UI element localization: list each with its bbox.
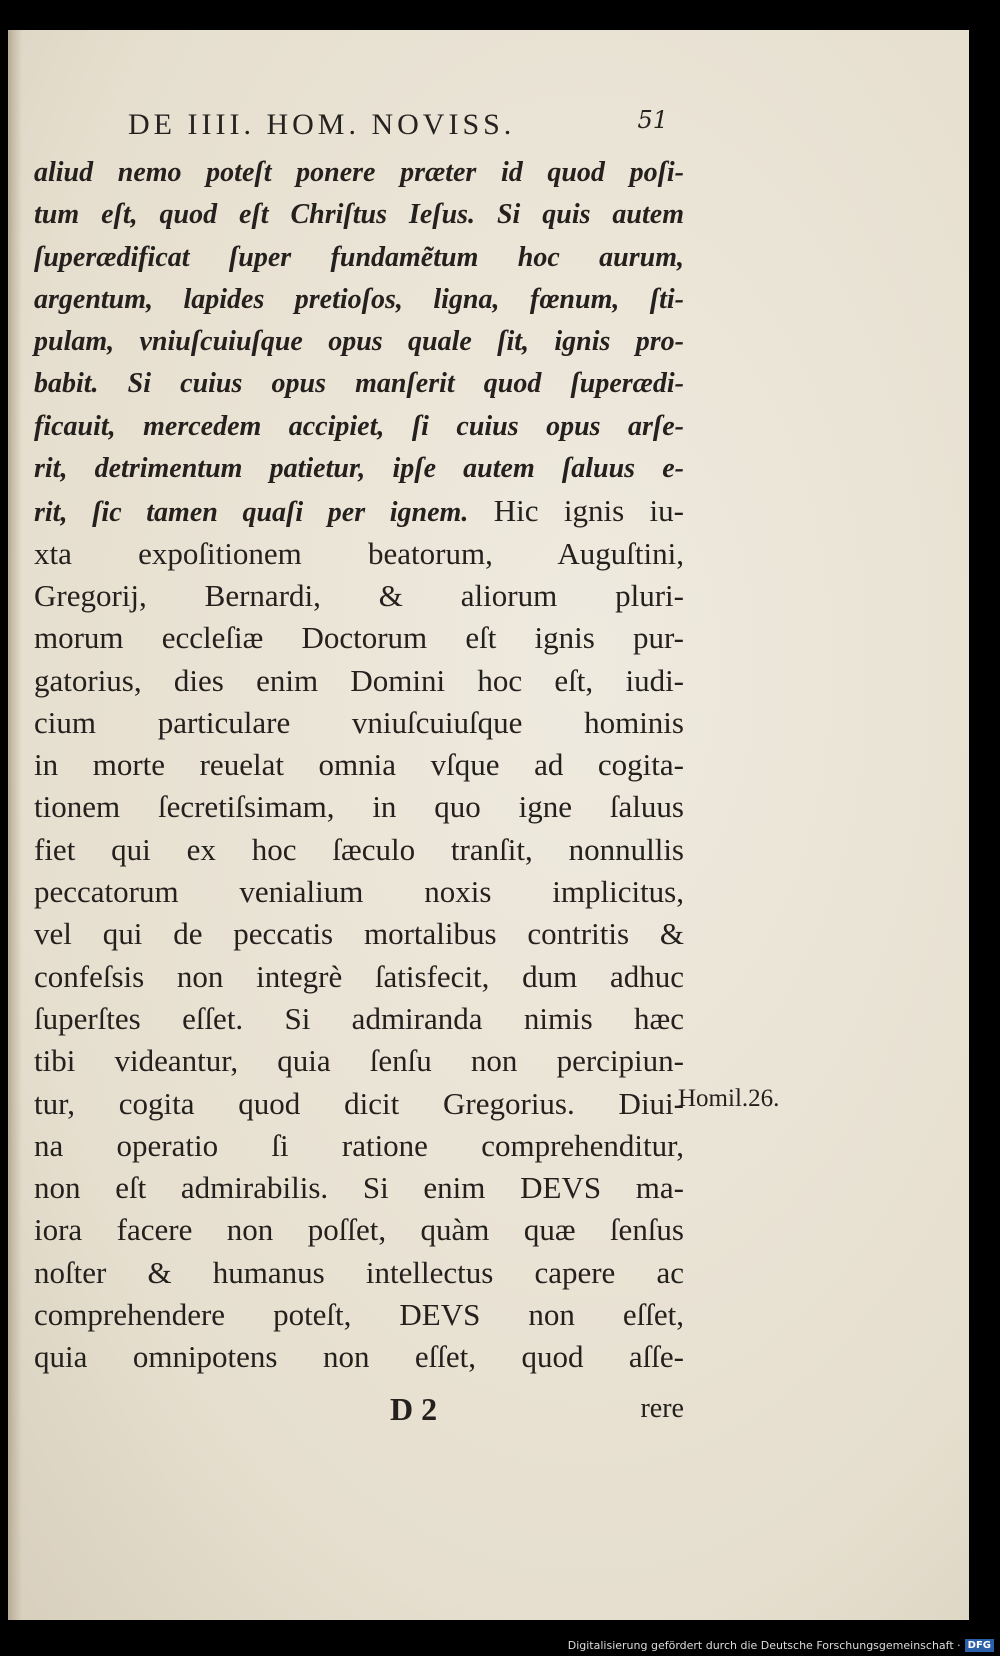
text-line: vel qui de peccatis mortalibus contritis & <box>34 916 684 952</box>
text-line: tibi videantur, quia ſenſu non percipiun- <box>34 1043 684 1079</box>
running-title: DE IIII. HOM. NOVISS. <box>128 108 516 141</box>
text-line: ſuperædificat ſuper fundamẽtum hoc aurum, <box>34 241 684 273</box>
text-line: confeſsis non integrè ſatisfecit, dum adhuc <box>34 958 684 994</box>
page-number: 51 <box>637 106 668 134</box>
text-line: comprehendere poteſt, DEVS non eſſet, <box>34 1297 684 1333</box>
text-line: Gregorij, Bernardi, & aliorum pluri- <box>34 577 684 613</box>
text-line: noſter & humanus intellectus capere ac <box>34 1254 684 1290</box>
italic-segment: rit, ſic tamen quaſi per ignem. <box>34 497 469 529</box>
margin-note: Homil.26. <box>678 1085 780 1112</box>
text-line: argentum, lapides pretioſos, ligna, fœnum, ſti- <box>34 283 684 315</box>
text-line: na operatio ſi ratione comprehenditur, <box>34 1127 684 1163</box>
credit-text: Digitalisierung gefördert durch die Deutsche Forschungsgemeinschaft · <box>567 1639 961 1652</box>
text-line: aliud nemo poteſt ponere præter id quod poſi- <box>34 157 684 188</box>
text-line: pulam, vniuſcuiuſque opus quale ſit, ignis pro- <box>34 326 684 358</box>
text-line: in morte reuelat omnia vſque ad cogita- <box>34 747 684 783</box>
text-line <box>34 490 684 532</box>
body-text <box>34 152 684 1379</box>
text-line: iora facere non poſſet, quàm quæ ſenſus <box>34 1212 684 1248</box>
text-line: rit, detrimentum patietur, ipſe autem ſaluus e- <box>34 453 684 485</box>
digitization-credit <box>568 1639 994 1652</box>
text-line: xta expoſitionem beatorum, Auguſtini, <box>34 535 684 571</box>
dfg-logo-icon: DFG <box>965 1639 994 1652</box>
signature-mark: D 2 <box>390 1391 438 1427</box>
text-line: ſuperſtes eſſet. Si admiranda nimis hæc <box>34 1000 684 1036</box>
text-line: ficauit, mercedem accipiet, ſi cuius opus arſe- <box>34 410 684 442</box>
text-line: peccatorum venialium noxis implicitus, <box>34 874 684 910</box>
text-line: cium particulare vniuſcuiuſque hominis <box>34 704 684 740</box>
text-line: tur, cogita quod dicit Gregorius. Diui- <box>34 1085 684 1121</box>
text-line: tionem ſecretiſsimam, in quo igne ſaluus <box>34 789 684 825</box>
roman-segment: Hic ignis iu- <box>468 493 684 529</box>
text-line: non eſt admirabilis. Si enim DEVS ma- <box>34 1170 684 1206</box>
text-line: quia omnipotens non eſſet, quod aſſe- <box>34 1339 684 1375</box>
text-line: fiet qui ex hoc ſæculo tranſit, nonnullis <box>34 831 684 867</box>
catchword: rere <box>640 1393 684 1424</box>
page-gutter-shadow <box>8 30 22 1620</box>
running-head <box>128 108 668 148</box>
text-line: morum eccleſiæ Doctorum eſt ignis pur- <box>34 620 684 656</box>
text-line: tum eſt, quod eſt Chriſtus Ieſus. Si quis autem <box>34 199 684 231</box>
text-line: gatorius, dies enim Domini hoc eſt, iudi- <box>34 662 684 698</box>
page-footer <box>34 1391 684 1431</box>
text-line: babit. Si cuius opus manſerit quod ſuperædi- <box>34 368 684 400</box>
